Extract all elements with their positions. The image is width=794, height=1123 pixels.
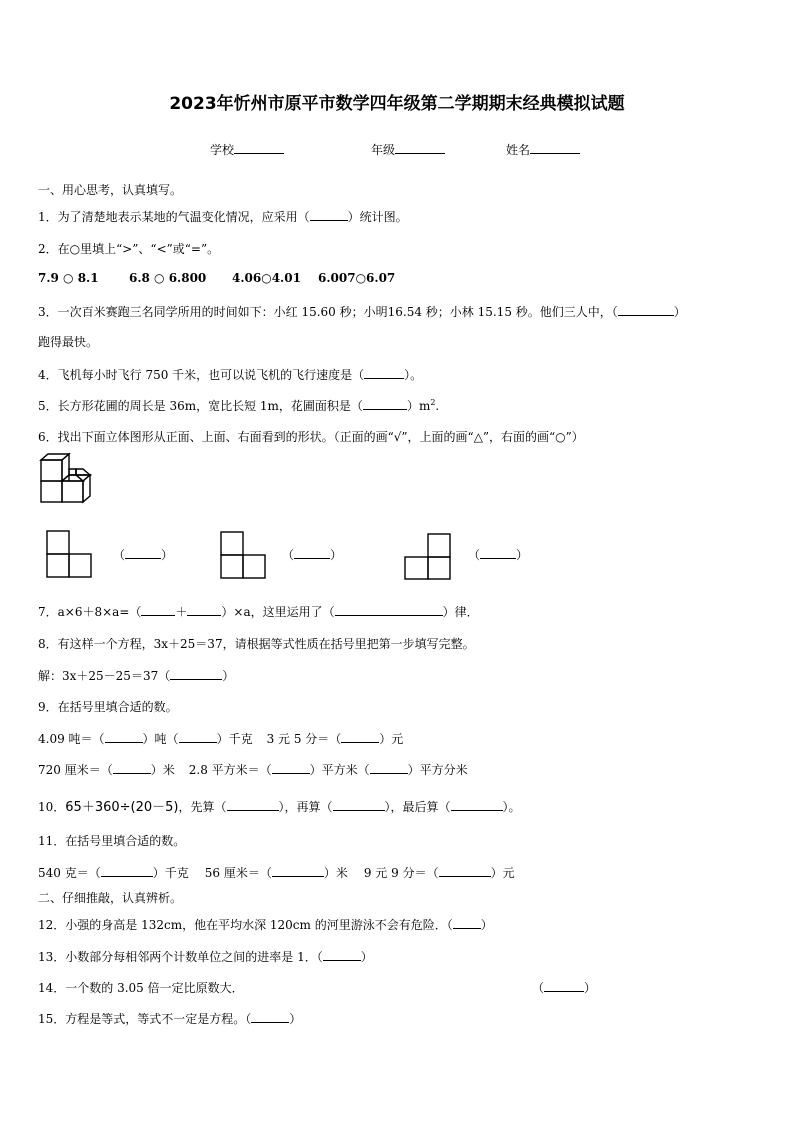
q9-l2-e: ）平方分米 — [407, 763, 468, 777]
q11-f: ）元 — [490, 866, 515, 880]
q7-blank-3[interactable] — [335, 603, 443, 616]
view-shape-2 — [220, 531, 266, 579]
question-2: 2．在○里填上“>”、“<”或“=”。 — [38, 242, 220, 256]
question-11: 11．在括号里填合适的数。 — [38, 834, 186, 848]
q9-l1-d: 3 元 5 分＝（ — [266, 732, 342, 746]
q9-blank-4[interactable] — [113, 761, 151, 774]
question-9: 9．在括号里填合适的数。 — [38, 700, 178, 714]
cube-top-side — [62, 454, 69, 481]
q9-l2-c: 2.8 平方米＝（ — [188, 763, 272, 777]
question-3 — [38, 303, 686, 320]
q7-blank-1[interactable] — [141, 603, 175, 616]
q1-blank[interactable] — [310, 208, 348, 221]
q3-blank[interactable] — [618, 303, 674, 316]
q9-blank-3[interactable] — [341, 730, 379, 743]
paren-close: ） — [330, 548, 343, 562]
q11-blank-1[interactable] — [101, 864, 153, 877]
q1-text: 1．为了清楚地表示某地的气温变化情况，应采用（ — [38, 210, 310, 224]
q10-blank-2[interactable] — [333, 798, 385, 811]
q10-a: ，先算（ — [178, 800, 227, 814]
q10-d: ）。 — [502, 800, 521, 814]
q9-blank-2[interactable] — [179, 730, 217, 743]
q9-l1-e: ）元 — [379, 732, 404, 746]
view-2-answer[interactable] — [282, 546, 342, 563]
q5-blank[interactable] — [363, 397, 407, 410]
school-label: 学校 — [210, 143, 235, 157]
q8-solution — [38, 667, 234, 684]
question-12 — [38, 916, 493, 933]
q13-blank[interactable] — [323, 948, 361, 961]
q13-text: 13．小数部分每相邻两个计数单位之间的进率是 1．（ — [38, 950, 323, 964]
q9-l2-a: 720 厘米＝（ — [38, 763, 113, 777]
view-3-blank[interactable] — [480, 546, 516, 559]
paren-close: ） — [516, 548, 529, 562]
q5-text: 5．长方形花圃的周长是 36m，宽比长短 1m，花圃面积是（ — [38, 399, 363, 413]
q7-text-end: ）律． — [442, 605, 479, 619]
q10-blank-1[interactable] — [227, 798, 279, 811]
question-5 — [38, 397, 439, 414]
q2-item-1: 7.9 ○ 8.1 — [38, 271, 99, 285]
cube-right-side — [83, 475, 90, 502]
paren-open: （ — [282, 548, 295, 562]
q8-close-paren: ） — [222, 669, 235, 683]
name-label: 姓名 — [506, 143, 531, 157]
q10-c: ），最后算（ — [384, 800, 451, 814]
q11-a: 540 克＝（ — [38, 866, 101, 880]
q14-blank[interactable] — [544, 979, 584, 992]
cube-top-front — [41, 460, 62, 481]
paren-open: （ — [532, 981, 545, 995]
section-2-heading: 二、仔细推敲，认真辨析。 — [38, 891, 183, 905]
q7-text: 7．a×6＋8×a=（ — [38, 605, 142, 619]
q11-blank-3[interactable] — [439, 864, 491, 877]
q9-blank-6[interactable] — [370, 761, 408, 774]
paren-open: （ — [113, 548, 126, 562]
q12-blank[interactable] — [453, 916, 481, 929]
q9-line-1 — [38, 730, 403, 747]
question-15 — [38, 1010, 301, 1027]
q5-unit-exponent: 2 — [430, 398, 436, 407]
school-field[interactable] — [210, 141, 284, 158]
q9-l1-a: 4.09 吨＝（ — [38, 732, 105, 746]
question-13 — [38, 948, 373, 965]
grade-label: 年级 — [371, 143, 396, 157]
q5-period: . — [435, 399, 440, 413]
q10-number: 10． — [38, 800, 66, 814]
view-shape-1 — [46, 530, 92, 578]
view-3-answer[interactable] — [468, 546, 528, 563]
q4-text-end: ）。 — [404, 368, 423, 382]
school-blank[interactable] — [234, 141, 284, 154]
q7-blank-2[interactable] — [187, 603, 221, 616]
q11-c: 56 厘米＝（ — [204, 866, 272, 880]
stacked-cubes-figure — [38, 452, 102, 510]
q1-text-end: ）统计图。 — [347, 210, 408, 224]
q15-text: 15．方程是等式，等式不一定是方程。（ — [38, 1012, 252, 1026]
q9-l2-b: ）米 — [150, 763, 175, 777]
q10-b: ），再算（ — [278, 800, 333, 814]
view-2-blank[interactable] — [294, 546, 330, 559]
question-1 — [38, 208, 408, 225]
paren-close: ） — [161, 548, 174, 562]
name-blank[interactable] — [530, 141, 580, 154]
q11-b: ）千克 — [152, 866, 189, 880]
q3-text-line2: 跑得最快。 — [38, 335, 99, 349]
q10-blank-3[interactable] — [451, 798, 503, 811]
q15-blank[interactable] — [251, 1010, 289, 1023]
q11-d: ）米 — [323, 866, 348, 880]
q15-close: ） — [289, 1012, 302, 1026]
q13-close: ） — [360, 950, 373, 964]
question-14: 14．一个数的 3.05 倍一定比原数大． — [38, 981, 244, 995]
q11-e: 9 元 9 分＝（ — [363, 866, 439, 880]
q12-close: ） — [480, 918, 493, 932]
name-field[interactable] — [506, 141, 580, 158]
question-7 — [38, 603, 479, 620]
q5-unit: ）m — [406, 399, 431, 413]
q4-text: 4．飞机每小时飞行 750 千米，也可以说飞机的飞行速度是（ — [38, 368, 365, 382]
view-1-blank[interactable] — [125, 546, 161, 559]
q2-item-2: 6.8 ○ 6.800 — [129, 271, 207, 285]
question-4 — [38, 366, 422, 383]
question-6: 6．找出下面立体图形从正面、上面、右面看到的形状。（正面的画“√”，上面的画“△”，右面的画“○”） — [38, 430, 584, 444]
question-10 — [38, 796, 521, 815]
q8-solution-text: 解：3x＋25－25＝37（ — [38, 669, 171, 683]
view-1-answer[interactable] — [113, 546, 173, 563]
paren-close: ） — [584, 981, 597, 995]
grade-blank[interactable] — [395, 141, 445, 154]
q9-blank-5[interactable] — [272, 761, 310, 774]
q7-text-mid: ）×a，这里运用了（ — [221, 605, 335, 619]
q2-item-4: 6.007○6.07 — [318, 271, 396, 285]
q3-text: 3．一次百米赛跑三名同学所用的时间如下：小红 15.60 秒；小明16.54 秒；小林 15.15 秒。他们三人中，（ — [38, 305, 618, 319]
grade-field[interactable] — [371, 141, 445, 158]
view-shape-3 — [404, 533, 452, 581]
cube-bottom-right — [62, 481, 83, 502]
q9-l1-b: ）吨（ — [142, 732, 179, 746]
q10-expression: 65＋360÷(20－5) — [65, 800, 179, 815]
cube-bottom-left — [41, 481, 62, 502]
q3-close-paren: ） — [673, 305, 686, 319]
q2-item-3: 4.06○4.01 — [232, 271, 301, 285]
q9-line-2 — [38, 761, 468, 778]
paren-open: （ — [468, 548, 481, 562]
q8-blank[interactable] — [170, 667, 222, 680]
question-8: 8．有这样一个方程，3x＋25＝37，请根据等式性质在括号里把第一步填写完整。 — [38, 637, 475, 651]
q9-blank-1[interactable] — [105, 730, 143, 743]
section-1-heading: 一、用心思考，认真填写。 — [38, 183, 183, 197]
q11-blank-2[interactable] — [272, 864, 324, 877]
q9-l1-c: ）千克 — [216, 732, 253, 746]
q9-l2-d: ）平方米（ — [309, 763, 370, 777]
q7-plus: ＋ — [175, 605, 188, 619]
q4-blank[interactable] — [364, 366, 404, 379]
q11-line — [38, 864, 515, 881]
page-title: 2023年忻州市原平市数学四年级第二学期期末经典模拟试题 — [169, 94, 625, 114]
q14-answer[interactable] — [532, 979, 596, 996]
q12-text: 12．小强的身高是 132cm，他在平均水深 120cm 的河里游泳不会有危险．（ — [38, 918, 453, 932]
